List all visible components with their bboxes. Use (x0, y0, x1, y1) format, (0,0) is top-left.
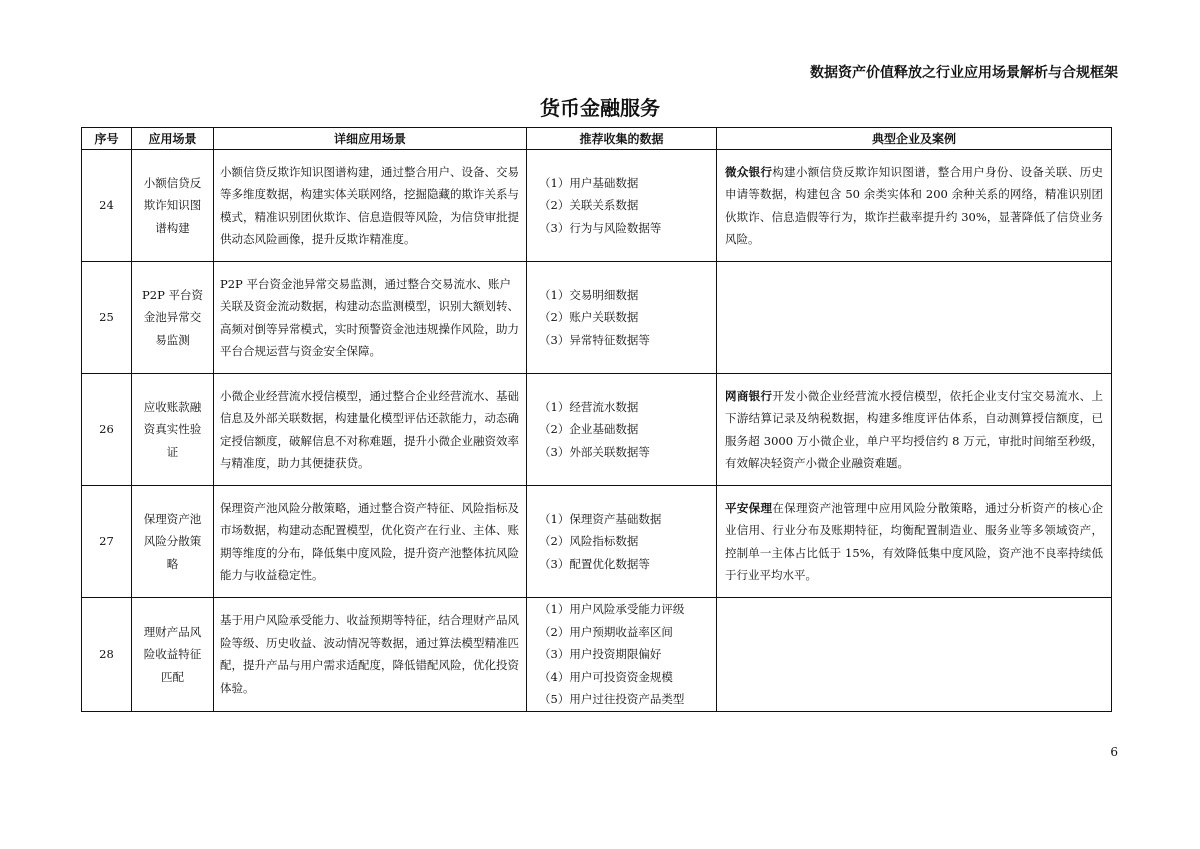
page-number: 6 (1110, 745, 1118, 759)
data-item: （3）外部关联数据等 (539, 444, 650, 459)
table-row (82, 374, 1112, 486)
row-detail: P2P 平台资金池异常交易监测，通过整合交易流水、账户关联及资金流动数据，构建动态监测模型，识别大额划转、高频对倒等异常模式，实时预警资金池违规操作风险，助力平台合规运营与资金安全保障。 (214, 262, 527, 374)
case-text: 构建小额信贷反欺诈知识图谱，整合用户身份、设备关联、历史申请等数据，构建包含 50 余类实体和 200 余种关系的网络，精准识别团伙欺诈、信息造假等行为，欺诈拦截率提升约 30%，显著降低了信贷业务风险。 (725, 164, 1104, 246)
row-scene: P2P 平台资金池异常交易监测 (132, 262, 214, 374)
table-row (82, 598, 1112, 712)
data-item: （1）用户风险承受能力评级 (539, 602, 685, 616)
company-name: 微众银行 (725, 164, 773, 179)
data-item: （1）交易明细数据 (539, 287, 639, 302)
case-text: 开发小微企业经营流水授信模型，依托企业支付宝交易流水、上下游结算记录及纳税数据，构建多维度评估体系，自动测算授信额度，已服务超 3000 万小微企业，单户平均授信约 8 万元，审批时间缩至秒级，有效解决轻资产小微企业融资难题。 (725, 388, 1104, 470)
data-item: （1）经营流水数据 (539, 399, 639, 414)
row-scene: 小额信贷反欺诈知识图谱构建 (132, 150, 214, 262)
table-row (82, 262, 1112, 374)
row-data-list (527, 150, 717, 262)
col-header-scene: 应用场景 (132, 128, 214, 150)
row-data-list (527, 262, 717, 374)
row-case (717, 598, 1112, 712)
data-item: （1）保理资产基础数据 (539, 511, 662, 526)
document-header: 数据资产价值释放之行业应用场景解析与合规框架 (810, 65, 1118, 81)
data-item: （2）风险指标数据 (539, 534, 639, 549)
row-number: 25 (82, 262, 132, 374)
row-scene: 保理资产池风险分散策略 (132, 486, 214, 598)
row-number: 28 (82, 598, 132, 712)
data-item: （3）用户投资期限偏好 (539, 647, 662, 661)
row-number: 27 (82, 486, 132, 598)
row-case (717, 150, 1112, 262)
data-item: （4）用户可投资资金规模 (539, 669, 673, 684)
table-header-row (82, 128, 1112, 150)
row-number: 26 (82, 374, 132, 486)
col-header-num: 序号 (82, 128, 132, 150)
col-header-case: 典型企业及案例 (717, 128, 1112, 150)
row-detail: 小微企业经营流水授信模型，通过整合企业经营流水、基础信息及外部关联数据，构建量化模型评估还款能力，动态确定授信额度，破解信息不对称难题，提升小微企业融资效率与精准度，助力其便捷获贷。 (214, 374, 527, 486)
data-item: （2）企业基础数据 (539, 422, 639, 437)
col-header-detail: 详细应用场景 (214, 128, 527, 150)
row-detail: 小额信贷反欺诈知识图谱构建，通过整合用户、设备、交易等多维度数据，构建实体关联网络，挖掘隐藏的欺诈关系与模式，精准识别团伙欺诈、信息造假等风险，为信贷审批提供动态风险画像，提升反欺诈精准度。 (214, 150, 527, 262)
row-scene: 理财产品风险收益特征匹配 (132, 598, 214, 712)
row-case (717, 374, 1112, 486)
data-item: （3）异常特征数据等 (539, 332, 650, 347)
row-data-list (527, 486, 717, 598)
data-item: （2）账户关联数据 (539, 310, 639, 325)
data-item: （3）行为与风险数据等 (539, 220, 662, 235)
company-name: 平安保理 (725, 500, 773, 515)
data-item: （5）用户过往投资产品类型 (539, 692, 685, 706)
page-title: 货币金融服务 (540, 96, 660, 120)
row-detail: 保理资产池风险分散策略，通过整合资产特征、风险指标及市场数据，构建动态配置模型，优化资产在行业、主体、账期等维度的分布，降低集中度风险，提升资产池整体抗风险能力与收益稳定性。 (214, 486, 527, 598)
data-item: （2）关联关系数据 (539, 198, 639, 213)
row-detail: 基于用户风险承受能力、收益预期等特征，结合理财产品风险等级、历史收益、波动情况等数据，通过算法模型精准匹配，提升产品与用户需求适配度，降低错配风险，优化投资体验。 (214, 598, 527, 712)
row-number: 24 (82, 150, 132, 262)
case-text: 在保理资产池管理中应用风险分散策略，通过分析资产的核心企业信用、行业分布及账期特征，均衡配置制造业、服务业等多领域资产，控制单一主体占比低于 15%，有效降低集中度风险，资产池不良率持续低于行业平均水平。 (725, 500, 1104, 582)
row-case (717, 262, 1112, 374)
row-data-list (527, 598, 717, 712)
data-item: （3）配置优化数据等 (539, 556, 650, 571)
data-item: （1）用户基础数据 (539, 175, 639, 190)
scenario-table (81, 127, 1112, 712)
company-name: 网商银行 (725, 388, 773, 403)
row-scene: 应收账款融资真实性验证 (132, 374, 214, 486)
row-data-list (527, 374, 717, 486)
row-case (717, 486, 1112, 598)
data-item: （2）用户预期收益率区间 (539, 624, 673, 639)
col-header-data: 推荐收集的数据 (527, 128, 717, 150)
table-row (82, 486, 1112, 598)
table-row (82, 150, 1112, 262)
